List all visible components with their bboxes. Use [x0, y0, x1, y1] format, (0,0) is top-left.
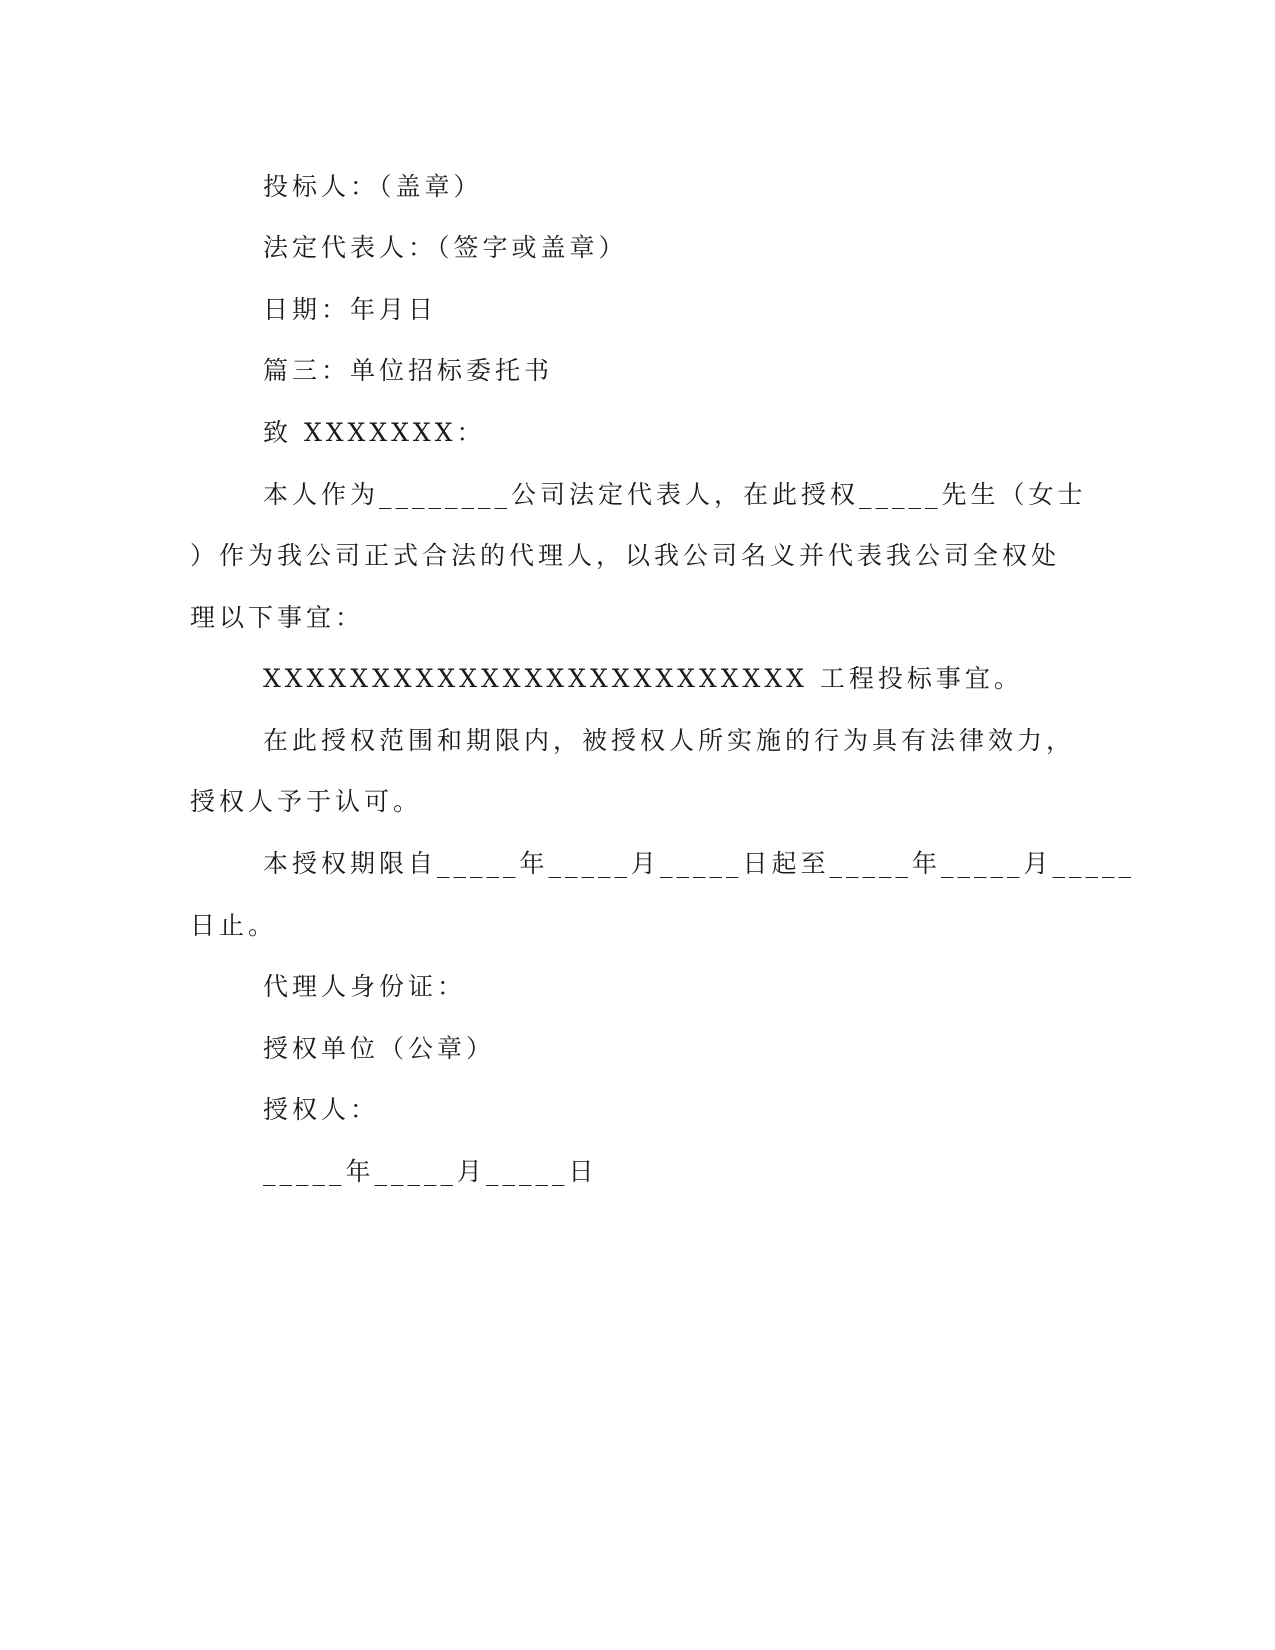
- bidder-seal-line: 投标人：（盖章）: [263, 172, 483, 201]
- scope-paragraph-line-1: 在此授权范围和期限内，被授权人所实施的行为具有法律效力，: [263, 726, 1076, 755]
- term-paragraph-line-2: 日止。: [190, 911, 278, 940]
- agent-id-line: 代理人身份证：: [263, 972, 467, 1001]
- project-line: XXXXXXXXXXXXXXXXXXXXXXXXX 工程投标事宜。: [263, 664, 1023, 693]
- date-line: 日期：年月日: [263, 295, 438, 324]
- authorizer-line: 授权人：: [263, 1095, 380, 1124]
- term-paragraph-line-1: 本授权期限自_____年_____月_____日起至_____年_____月_____: [263, 849, 1136, 878]
- authorization-paragraph-line-3: 理以下事宜：: [190, 603, 365, 632]
- signature-date-line: _____年_____月_____日: [263, 1157, 598, 1186]
- authorization-paragraph-line-1: 本人作为________公司法定代表人，在此授权_____先生（女士: [263, 480, 1087, 509]
- scope-paragraph-line-2: 授权人予于认可。: [190, 787, 423, 816]
- section-heading: 篇三：单位招标委托书: [263, 356, 554, 385]
- authorizing-unit-line: 授权单位（公章）: [263, 1034, 496, 1063]
- addressee-line: 致 XXXXXXX：: [263, 418, 486, 447]
- legal-representative-line: 法定代表人：（签字或盖章）: [263, 233, 628, 262]
- authorization-paragraph-line-2: ）作为我公司正式合法的代理人，以我公司名义并代表我公司全权处: [190, 541, 1061, 570]
